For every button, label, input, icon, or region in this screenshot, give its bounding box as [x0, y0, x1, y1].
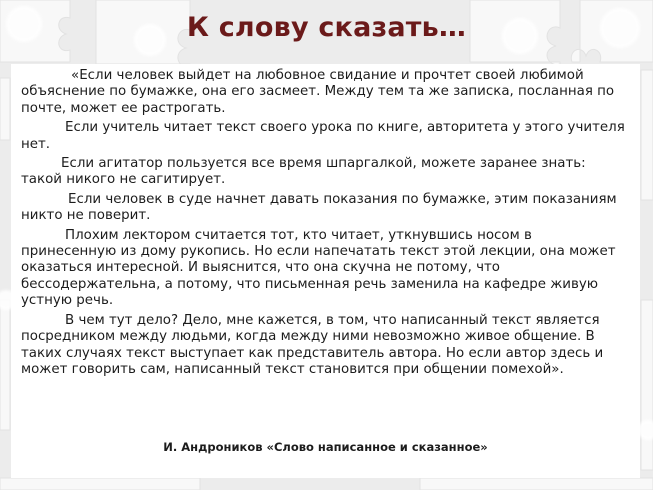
slide-title: К слову сказать… [186, 12, 467, 43]
quote-text-box [11, 64, 640, 478]
quote-paragraph-4: Если человек в суде начнет давать показания по бумажке, этим показаниям никто не поверит. [21, 191, 617, 224]
quote-paragraph-2: Если учитель читает текст своего урока по книге, авторитета у этого учителя нет. [21, 120, 625, 152]
quote-paragraph-5: Плохим лектором считается тот, кто читает, уткнувшись носом в принесенную из дому рукопись. Но если напечатать текст этой лекции, она может оказаться интересной. И выяснится, что она скучна не потому, что бессодержательна, а потому, что письменная речь заменила на кафедре живую устную речь. [21, 227, 616, 309]
quote-paragraph-1: «Если человек выйдет на любовное свидание и прочтет своей любимой объяснение по бумажке, она его засмеет. Между тем та же записка, посланная по почте, может ее растрогать. [21, 68, 615, 116]
quote-paragraph-6: В чем тут дело? Дело, мне кажется, в том, что написанный текст является посредником между людьми, когда между ними невозможно живое общение. В таких случаях текст выступает как представитель автора. Но если автор здесь и может говорить сам, написанный текст становится при общении помехой». [21, 312, 604, 377]
quote-attribution: И. Андроников «Слово написанное и сказанное» [163, 440, 488, 454]
quote-paragraph-3: Если агитатор пользуется все время шпаргалкой, можете заранее знать: такой никого не сагитирует. [21, 156, 586, 188]
